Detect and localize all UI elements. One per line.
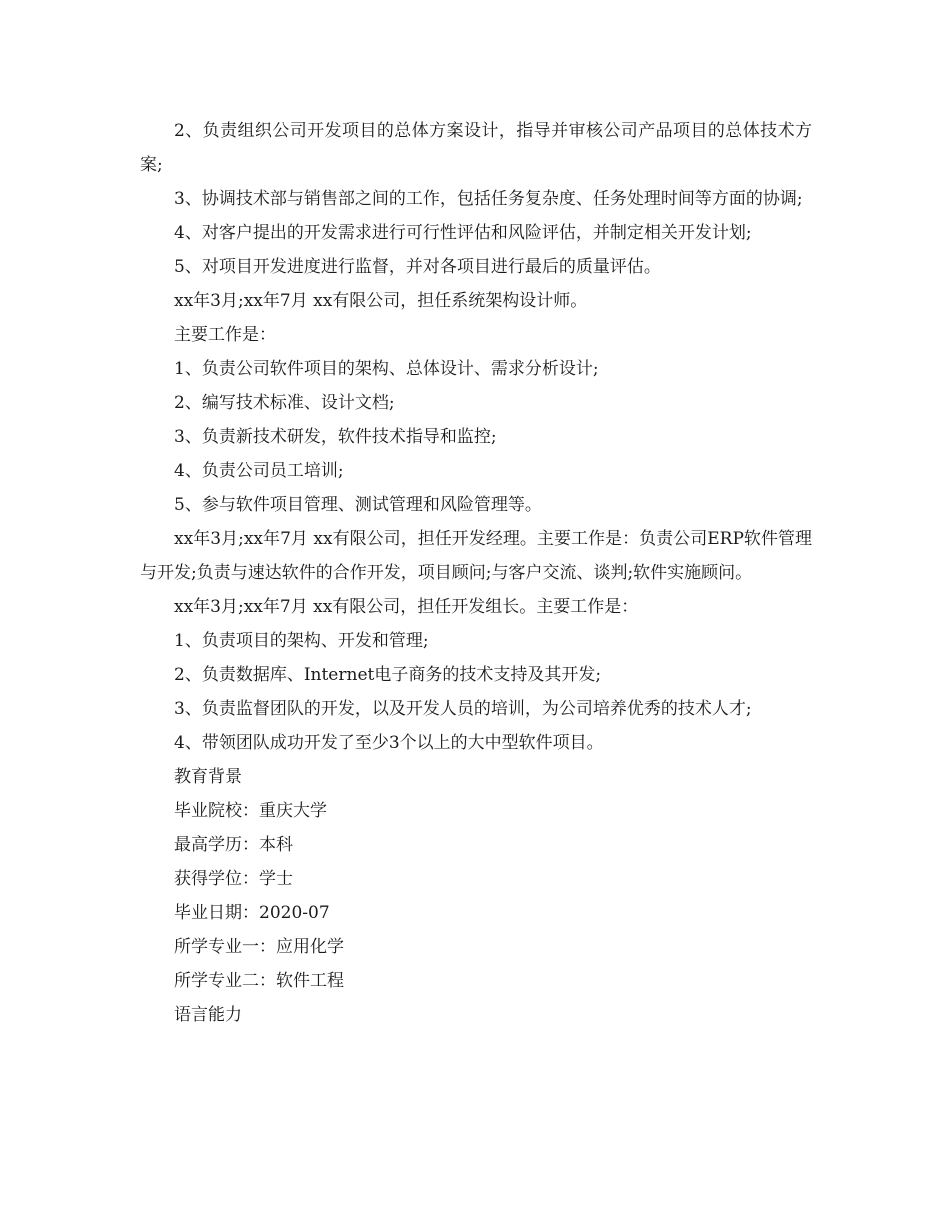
paragraph: xx年3月;xx年7月 xx有限公司，担任开发组长。主要工作是： [174,597,639,617]
paragraph: 3、负责新技术研发，软件技术指导和监控; [174,427,497,447]
paragraph: 1、负责公司软件项目的架构、总体设计、需求分析设计; [174,359,599,379]
paragraph: 所学专业二：软件工程 [174,971,344,991]
section-heading-language: 语言能力 [174,1005,242,1025]
paragraph: 主要工作是： [174,325,276,345]
paragraph: 获得学位：学士 [174,869,293,889]
paragraph: 所学专业一：应用化学 [174,937,344,957]
paragraph: 5、对项目开发进度进行监督，并对各项目进行最后的质量评估。 [174,257,661,277]
paragraph: 毕业院校：重庆大学 [174,801,327,821]
paragraph: xx年3月;xx年7月 xx有限公司，担任开发经理。主要工作是：负责公司ERP软件管理与开发;负责与速达软件的合作开发，项目顾问;与客户交流、谈判;软件实施顾问。 [140,529,812,583]
paragraph: 毕业日期：2020-07 [174,903,330,923]
paragraph: 2、编写技术标准、设计文档; [174,393,395,413]
paragraph: 1、负责项目的架构、开发和管理; [174,631,429,651]
paragraph: 4、带领团队成功开发了至少3个以上的大中型软件项目。 [174,733,604,753]
paragraph: 4、对客户提出的开发需求进行可行性评估和风险评估，并制定相关开发计划; [174,223,752,243]
paragraph: 最高学历：本科 [174,835,293,855]
paragraph: 4、负责公司员工培训; [174,461,344,481]
paragraph: xx年3月;xx年7月 xx有限公司，担任系统架构设计师。 [174,291,588,311]
paragraph: 5、参与软件项目管理、测试管理和风险管理等。 [174,495,542,515]
document-body [140,114,812,1032]
section-heading-education: 教育背景 [174,767,242,787]
paragraph: 2、负责数据库、Internet电子商务的技术支持及其开发; [174,665,602,685]
paragraph: 3、负责监督团队的开发，以及开发人员的培训，为公司培养优秀的技术人才; [174,699,752,719]
paragraph: 2、负责组织公司开发项目的总体方案设计，指导并审核公司产品项目的总体技术方案; [140,121,812,175]
paragraph: 3、协调技术部与销售部之间的工作，包括任务复杂度、任务处理时间等方面的协调; [174,189,803,209]
